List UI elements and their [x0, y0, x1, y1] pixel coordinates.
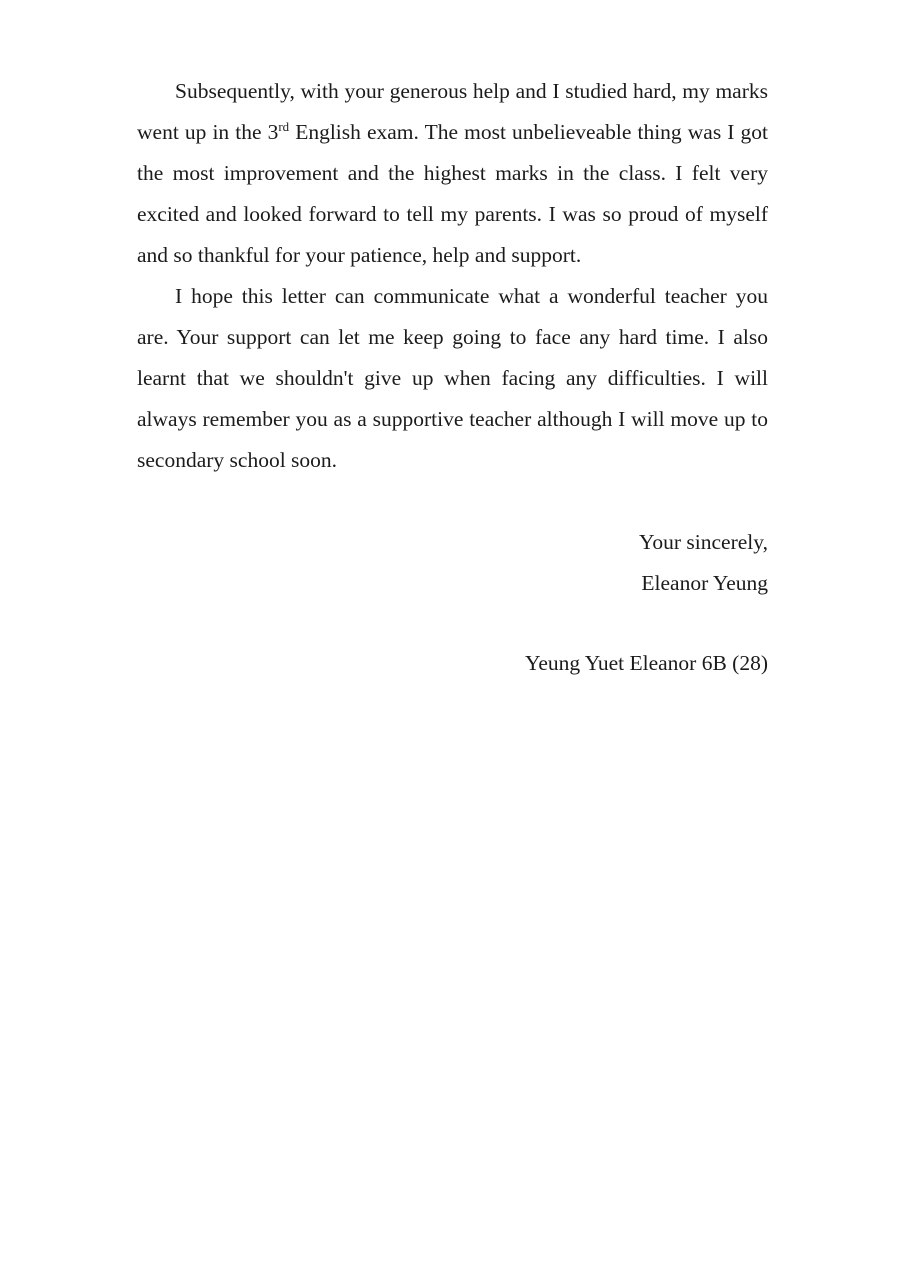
paragraph-1-text-before-superscript: Subsequently, with your generous help and I studied hard, my marks went up in the 3	[137, 79, 768, 144]
letter-paragraph-2	[137, 276, 768, 481]
author-line: Yeung Yuet Eleanor 6B (28)	[524, 651, 768, 675]
closing-block	[137, 522, 768, 604]
letter-paragraph-1	[137, 71, 768, 276]
signature-name: Eleanor Yeung	[641, 571, 768, 595]
paragraph-1-text-after-superscript: English exam. The most unbelieveable thing was I got the most improvement and the highest marks in the class. I felt very excited and looked forward to tell my parents. I was so proud of myself and so thankful for your patience, help and support.	[137, 120, 768, 267]
paragraph-2-text: I hope this letter can communicate what a wonderful teacher you are. Your support can let me keep going to face any hard time. I also learnt that we shouldn't give up when facing any difficulties. I will always remember you as a supportive teacher although I will move up to secondary school soon.	[137, 284, 768, 472]
ordinal-suffix-superscript: rd	[278, 119, 290, 134]
valediction: Your sincerely,	[639, 530, 768, 554]
